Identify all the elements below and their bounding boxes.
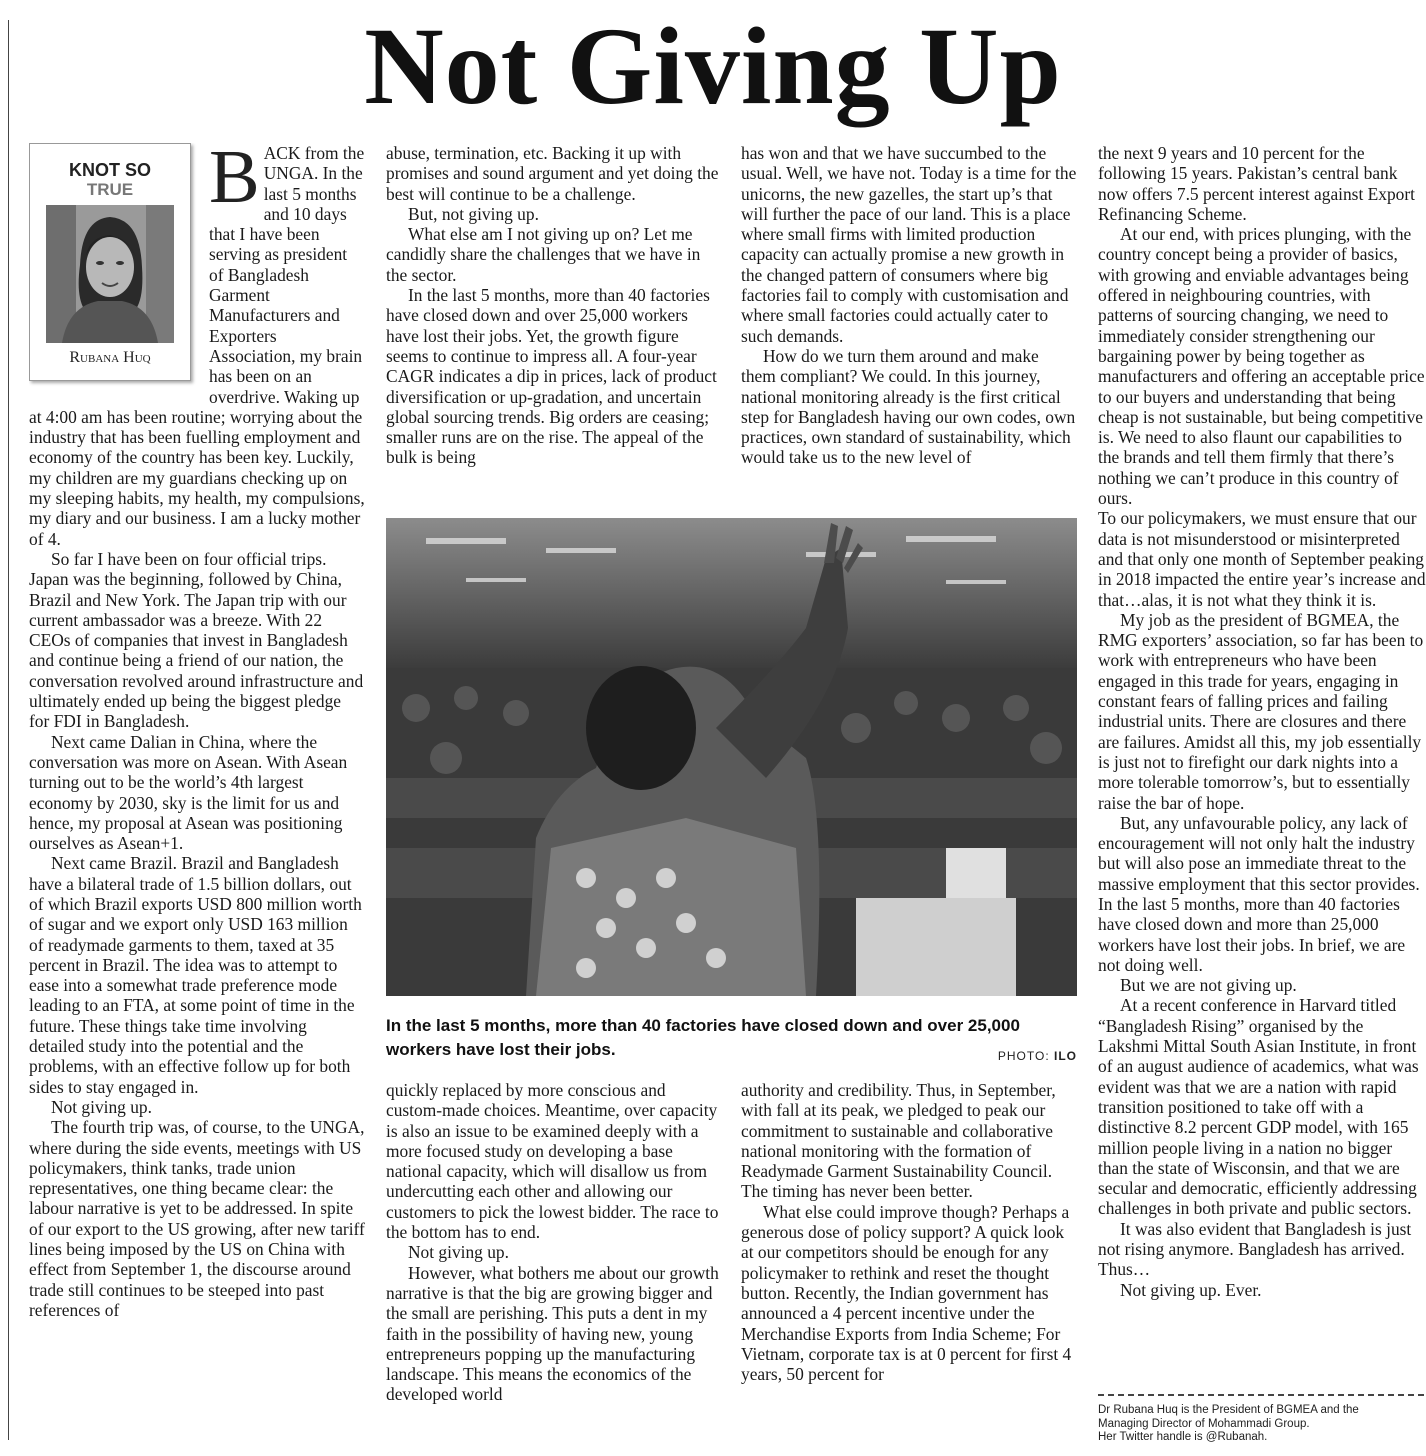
col2b-paragraph-2: Not giving up. <box>408 1242 509 1263</box>
photo-caption: In the last 5 months, more than 40 factories have closed down and over 25,000 workers have lost their jobs. <box>386 1016 1020 1059</box>
columnist-box <box>29 143 191 381</box>
article-column-2-bottom <box>386 1080 720 1452</box>
col3-paragraph-2: How do we turn them around and make them compliant? We could. In this journey, national monitoring already is the first critical step for Bangladesh having our own codes, own practices, own standard of sustainability, which would take us to the new level of <box>741 345 1076 468</box>
col4-paragraph-9: Not giving up. Ever. <box>1120 1279 1262 1300</box>
author-name: Rubana Huq <box>69 348 151 366</box>
bio-line-1: Dr Rubana Huq is the President of BGMEA and the <box>1098 1404 1359 1416</box>
column-name-true: TRUE <box>86 180 134 199</box>
col1-paragraph-3: Next came Dalian in China, where the conversation was more on Asean. With Asean turning out to be the world’s 4th largest economy by 2030, sky is the limit for us and hence, my proposal at Asean was positioning ourselves as Asean+1. <box>29 731 348 854</box>
col1-paragraph-1: ACK from the UNGA. In the last 5 months and 10 days that I have been serving as president of Bangladesh Garment Manufacturers and Exporters Association, my brain has been on an overdrive. Waking up at 4:00 am has been routine; worrying about the industry that has been fuelling employment and economy of the country has been key. Luckily, my children are my guardians checking up on my sleeping habits, my health, my compulsions, my diary and our business. I am a lucky mother of 4. <box>29 143 365 549</box>
col2-paragraph-2: But, not giving up. <box>408 203 539 224</box>
col2-paragraph-1: abuse, termination, etc. Backing it up with promises and sound argument and yet doing the best will continue to be a challenge. <box>386 143 719 204</box>
photo-credit <box>996 1049 1077 1063</box>
col3b-paragraph-1: authority and credibility. Thus, in September, with fall at its peak, we pledged to peak our commitment to sustainable and collaborative national monitoring with the formation of Readymade Garment Sustainability Council. The timing has never been better. <box>741 1080 1056 1202</box>
photo-credit-label: PHOTO: <box>997 1049 1054 1063</box>
headline: Not Giving Up <box>364 5 1062 127</box>
col1-paragraph-2: So far I have been on four official trips. Japan was the beginning, followed by China, Brazil and New York. The Japan trip with our current ambassador was a breeze. With 22 CEOs of companies that invest in Bangladesh and continue being a friend of our nation, the conversation revolved around infrastructure and ultimately ended up being the biggest pledge for FDI in Bangladesh. <box>29 548 364 732</box>
article-column-4 <box>1098 143 1426 1393</box>
col2-paragraph-4: In the last 5 months, more than 40 factories have closed down and over 25,000 workers have lost their jobs. Yet, the growth figure seems to continue to impress all. A four-year CAGR indicates a dip in prices, lack of product diversification or up-gradation, and uncertain global sourcing trends. Big orders are ceasing; smaller runs are on the rise. The appeal of the bulk is being <box>386 285 717 468</box>
col2-paragraph-3: What else am I not giving up on? Let me candidly share the challenges that we have in the sector. <box>386 224 701 285</box>
article-column-1 <box>29 143 365 1453</box>
col1-paragraph-6: The fourth trip was, of course, to the UNGA, where during the side events, meetings with US policymakers, think tanks, trade union representatives, one thing became clear: the labour narrative is yet to be addressed. In spite of our export to the US growing, after new tariff lines being imposed by the US on China with effect from September 1, the discourse around trade still continues to be steeped into past references of <box>29 1117 365 1320</box>
col2b-paragraph-1: quickly replaced by more conscious and custom-made choices. Meantime, over capacity is also an issue to be examined deeply with a more focused study on developing a base national capacity, which will disallow us from undercutting each other and allowing our customers to pick the lowest bidder. The race to the bottom has to end. <box>386 1080 719 1243</box>
col1-paragraph-5: Not giving up. <box>51 1096 152 1117</box>
col4-paragraph-2: At our end, with prices plunging, with the country concept being a provider of basics, with growing and enviable advantages being offered in neighbouring countries, with patterns of sourcing changing, we need to immediately consider strengthening our bargaining power by being together as manufacturers and offering an acceptable price to our buyers and understanding that being cheap is not sustainable, but being competitive is. We need to also flaunt our capabilities to the brands and tell them firmly that there’s nothing we can’t produce in this country of ours. <box>1098 224 1425 509</box>
col4-paragraph-4: My job as the president of BGMEA, the RMG exporters’ association, so far has been to work with entrepreneurs who have been engaged in this trade for years, engaging in constant fears of falling prices and failing industrial units. There are closures and there are failures. Amidst all this, my job essentially is just not to firefight our dark nights into a more tolerable tomorrow’s, but to essentially raise the bar of hope. <box>1098 609 1424 813</box>
col4-paragraph-7: At a recent conference in Harvard titled “Bangladesh Rising” organised by the Lakshmi Mittal South Asian Institute, in front of an august audience of academics, what was evident was that we are a nation with rapid transition positioned to take off with a distinctive 8.2 percent GDP model, with 165 million people living in a nation no bigger than the state of Wisconsin, and that we are secular and democratic, efficiently addressing challenges in both private and public sectors. <box>1098 995 1419 1219</box>
article-column-3-top <box>741 143 1077 511</box>
col3-paragraph-1: has won and that we have succumbed to the usual. Well, we have not. Today is a time for the unicorns, the new gazelles, the start up’s that will further the pace of our land. This is a place where small firms with limited production capacity can actually promise a new growth in the changed pattern of consumers where big factories fail to comply with customisation and where small factories could actually cater to such demands. <box>741 143 1077 346</box>
bio-line-2: Managing Director of Mohammadi Group. <box>1098 1417 1310 1430</box>
bio-line-3: Her Twitter handle is @Rubanah. <box>1098 1431 1268 1443</box>
col4-paragraph-3: To our policymakers, we must ensure that our data is not misunderstood or misinterpreted and that only one month of September peaking in 2018 impacted the entire year’s increase and that…alas, it is not what they think it is. <box>1098 508 1426 610</box>
bio-divider <box>1098 1394 1424 1396</box>
col3b-paragraph-2: What else could improve though? Perhaps a generous dose of policy support? A quick look at our competitors should be enough for any policymaker to rethink and reset the thought button. Recently, the Indian government has announced a 4 percent incentive under the Merchandise Exports from India Scheme; For Vietnam, corporate tax is at 0 percent for first 4 years, 50 percent for <box>741 1201 1072 1385</box>
col4-paragraph-8: It was also evident that Bangladesh is just not rising anymore. Bangladesh has arrived. Thus… <box>1098 1218 1412 1280</box>
author-bio <box>1098 1404 1424 1445</box>
col2b-paragraph-3: However, what bothers me about our growth narrative is that the big are growing bigger and the small are perishing. This puts a dent in my faith in the possibility of having new, young entrepreneurs popping up the manufacturing landscape. This means the economics of the developed world <box>386 1262 719 1405</box>
author-portrait <box>46 205 174 343</box>
photo-credit-source: ILO <box>1054 1049 1077 1063</box>
col4-paragraph-1: the next 9 years and 10 percent for the following 15 years. Pakistan’s central bank now offers 7.5 percent interest against Export Refinancing Scheme. <box>1098 143 1415 224</box>
col1-paragraph-4: Next came Brazil. Brazil and Bangladesh have a bilateral trade of 1.5 billion dollars, out of which Brazil exports USD 800 million worth of sugar and we export only USD 163 million of readymade garments to them, taxed at 35 percent in Brazil. The idea was to attempt to ease into a somewhat trade preference mode leading to an FTA, at some point of time in the future. These things take time involving detailed study into the potential and the problems, with an effective follow up for both sides to stay engaged in. <box>29 853 362 1097</box>
article-column-2-top <box>386 143 720 511</box>
factory-photo <box>386 518 1077 996</box>
article-column-3-bottom <box>741 1080 1077 1452</box>
column-name: KNOT SO <box>68 160 151 180</box>
col4-paragraph-6: But we are not giving up. <box>1120 975 1297 996</box>
drop-cap: B <box>209 143 260 219</box>
col4-paragraph-5: But, any unfavourable policy, any lack of encouragement will not only halt the industry but will also pose an immediate threat to the massive employment that this sector provides. In the last 5 months, more than 40 factories have closed down and more than 25,000 workers have lost their jobs. In brief, we are not doing well. <box>1098 812 1420 975</box>
left-margin-rule <box>8 20 9 1440</box>
